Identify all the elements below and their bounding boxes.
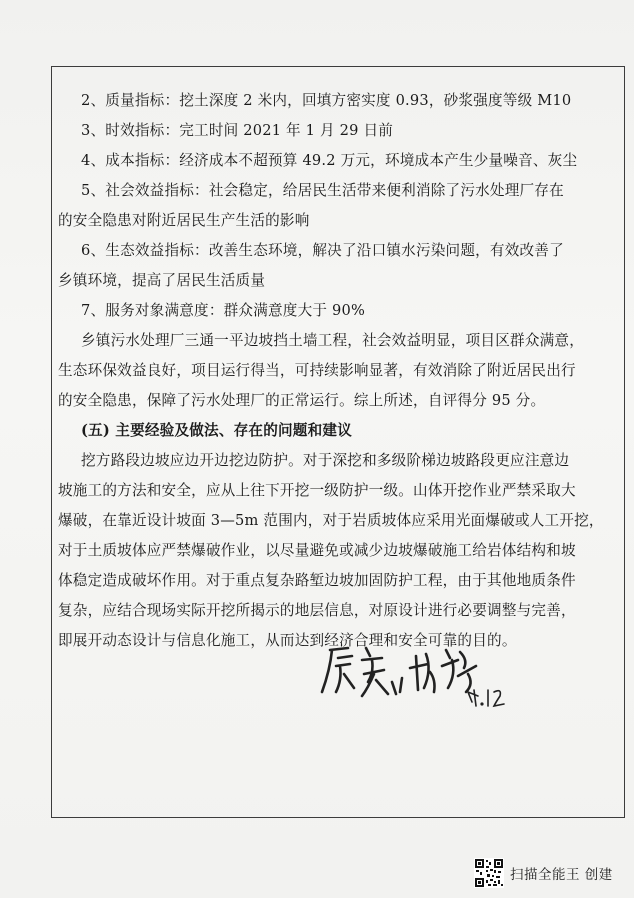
paragraph-line: 7、服务对象满意度：群众满意度大于 90% bbox=[81, 302, 366, 319]
paragraph-line: 复杂，应结合现场实际开挖所揭示的地层信息，对原设计进行必要调整与完善， bbox=[58, 602, 576, 619]
paragraph-line: 5、社会效益指标：社会稳定，给居民生活带来便利消除了污水处理厂存在 bbox=[81, 182, 564, 199]
paragraph-line: 2、质量指标：挖土深度 2 米内，回填方密实度 0.93，砂浆强度等级 M10 bbox=[81, 92, 572, 109]
document-body bbox=[58, 86, 618, 656]
paragraph-line: 乡镇环境，提高了居民生活质量 bbox=[58, 272, 266, 289]
scanner-app-label: 扫描全能王 创建 bbox=[510, 867, 613, 883]
paragraph-line: 挖方路段边坡应边开边挖边防护。对于深挖和多级阶梯边坡路段更应注意边 bbox=[81, 452, 570, 469]
handwritten-signature bbox=[318, 630, 518, 710]
paragraph-line: 的安全隐患对附近居民生产生活的影响 bbox=[58, 212, 310, 229]
paragraph-line: 3、时效指标：完工时间 2021 年 1 月 29 日前 bbox=[81, 122, 394, 139]
paragraph-line: 即展开动态设计与信息化施工，从而达到经济合理和安全可靠的目的。 bbox=[58, 632, 517, 649]
qr-code-icon bbox=[474, 858, 504, 888]
paragraph-line: 坡施工的方法和安全，应从上往下开挖一级防护一级。山体开挖作业严禁采取大 bbox=[58, 482, 576, 499]
paragraph-line: 乡镇污水处理厂三通一平边坡挡土墙工程，社会效益明显，项目区群众满意， bbox=[81, 332, 584, 349]
paragraph-line: 对于土质坡体应严禁爆破作业，以尽量避免或减少边坡爆破施工给岩体结构和坡 bbox=[58, 542, 576, 559]
paragraph-line: 生态环保效益良好，项目运行得当，可持续影响显著，有效消除了附近居民出行 bbox=[58, 362, 576, 379]
paragraph-line: 的安全隐患，保障了污水处理厂的正常运行。综上所述，自评得分 95 分。 bbox=[58, 392, 546, 409]
paragraph-line: 体稳定造成破坏作用。对于重点复杂路堑边坡加固防护工程，由于其他地质条件 bbox=[58, 572, 576, 589]
section-heading: (五) 主要经验及做法、存在的问题和建议 bbox=[81, 422, 352, 439]
scanner-watermark bbox=[474, 856, 624, 890]
paragraph-line: 4、成本指标：经济成本不超预算 49.2 万元，环境成本产生少量噪音、灰尘 bbox=[81, 152, 578, 169]
paragraph-line: 6、生态效益指标：改善生态环境，解决了沿口镇水污染问题，有效改善了 bbox=[81, 242, 564, 259]
paragraph-line: 爆破，在靠近设计坡面 3—5m 范围内，对于岩质坡体应采用光面爆破或人工开挖， bbox=[58, 512, 604, 529]
